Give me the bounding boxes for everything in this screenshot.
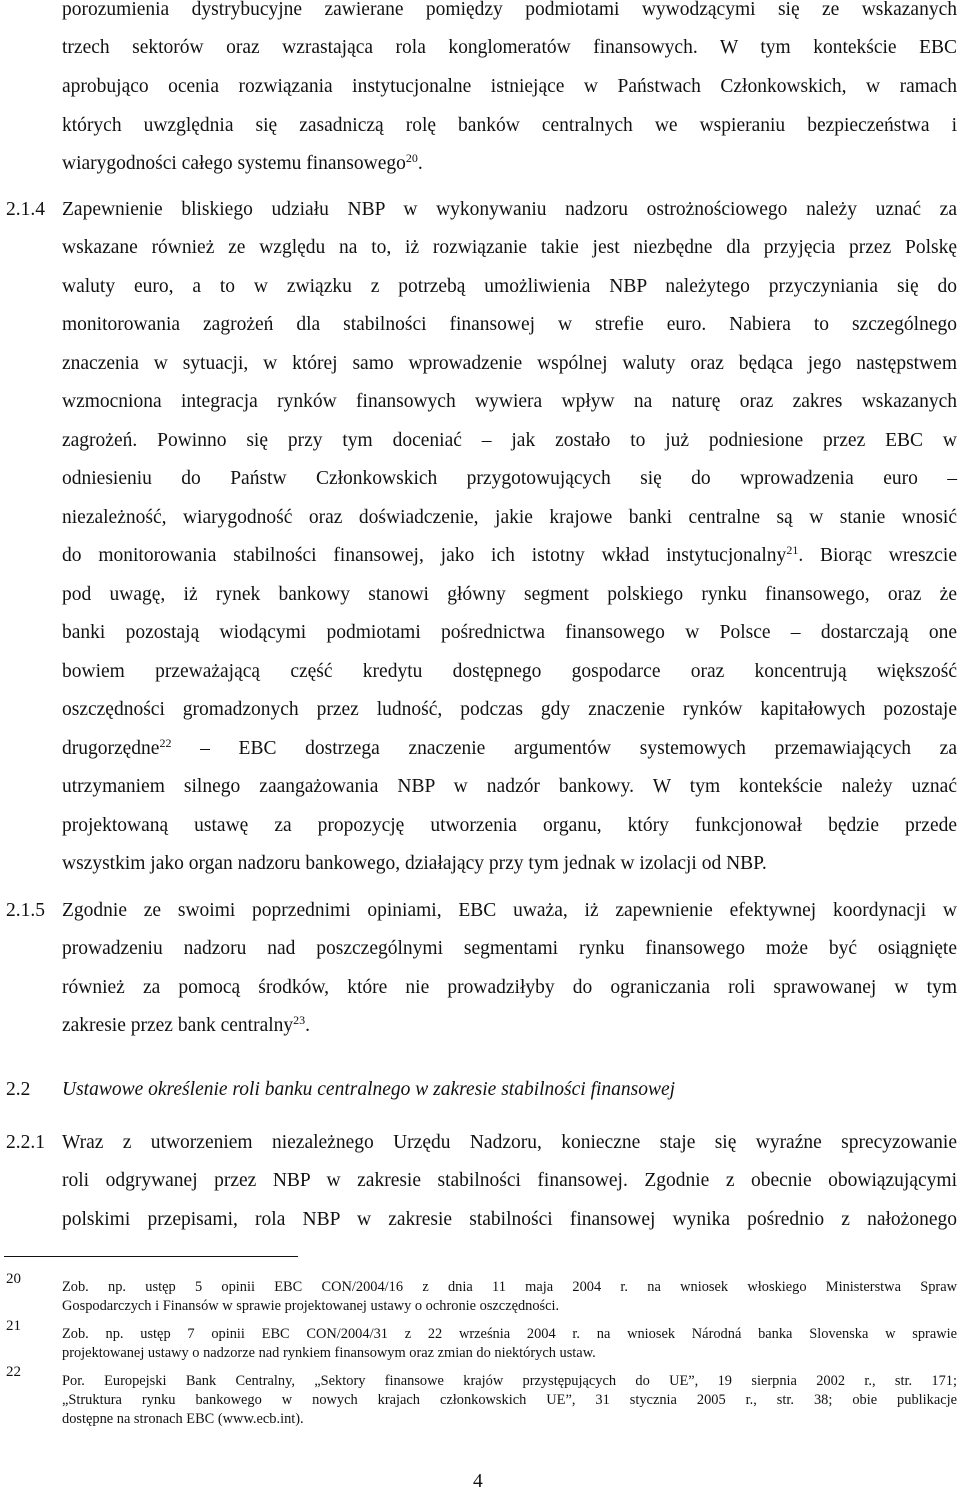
text-line bbox=[62, 544, 957, 568]
footnote-line: Gospodarczych i Finansów w sprawie projektowanej ustawy o ochronie oszczędności. bbox=[62, 1298, 560, 1314]
text-line: bowiem przeważającą część kredytu dostępnego gospodarce oraz koncentrują większość bbox=[62, 661, 957, 682]
footnote-line: Zob. np. ustęp 7 opinii EBC CON/2004/31 z 22 września 2004 r. na wniosek Národná banka Slovenska w sprawie bbox=[62, 1326, 957, 1342]
text-line: niezależność, wiarygodność oraz doświadczenie, jakie krajowe banki centralne są w stanie wnosić bbox=[62, 507, 957, 528]
footnote-number: 22 bbox=[6, 1364, 21, 1380]
text-line: wskazane również ze względu na to, iż rozwiązanie takie jest niezbędne dla przyjęcia przez Polskę bbox=[62, 237, 957, 258]
footnote-separator bbox=[4, 1256, 298, 1257]
footnote-line: „Struktura rynku bankowego w nowych krajach członkowskich UE”, 31 stycznia 2005 r., str. 38; obie publikacje bbox=[62, 1392, 957, 1408]
footnote-ref: 21 bbox=[786, 543, 799, 557]
text-line: pod uwagę, iż rynek bankowy stanowi główny segment polskiego rynku finansowego, oraz że bbox=[62, 584, 957, 605]
text-span: do monitorowania stabilności finansowej, jako ich istotny wkład instytucjonalny bbox=[62, 545, 787, 566]
footnote-line: dostępne na stronach EBC (www.ecb.int). bbox=[62, 1411, 304, 1427]
text-span: – EBC dostrzega znaczenie argumentów systemowych przemawiających za bbox=[171, 738, 957, 759]
text-line bbox=[62, 152, 957, 176]
text-line: waluty euro, a to w związku z potrzebą umożliwienia NBP należytego przyczyniania się do bbox=[62, 276, 957, 297]
text-span: . bbox=[417, 153, 423, 174]
text-line: również za pomocą środków, które nie prowadziłyby do ograniczania roli sprawowanej w tym bbox=[62, 977, 957, 998]
text-line: Zapewnienie bliskiego udziału NBP w wykonywaniu nadzoru ostrożnościowego należy uznać za bbox=[62, 199, 957, 220]
text-line: utrzymaniem silnego zaangażowania NBP w nadzór bankowy. W tym kontekście należy uznać bbox=[62, 776, 957, 797]
text-span: zakresie przez bank centralny bbox=[62, 1015, 294, 1036]
text-line: roli odgrywanej przez NBP w zakresie stabilności finansowej. Zgodnie z obecnie obowiązującymi bbox=[62, 1170, 957, 1191]
text-line: oszczędności gromadzonych przez ludność, podczas gdy znaczenie rynków kapitałowych pozostaje bbox=[62, 699, 957, 720]
footnote-ref: 22 bbox=[159, 736, 172, 750]
text-span: . Biorąc wreszcie bbox=[798, 545, 957, 566]
footnote-number: 21 bbox=[6, 1318, 21, 1334]
text-line: których uwzględnia się zasadniczą rolę banków centralnych we wspieraniu bezpieczeństwa i bbox=[62, 115, 957, 136]
text-line: Zgodnie ze swoimi poprzednimi opiniami, EBC uważa, iż zapewnienie efektywnej koordynacji w bbox=[62, 900, 957, 921]
text-line: porozumienia dystrybucyjne zawierane pomiędzy podmiotami wywodzącymi się ze wskazanych bbox=[62, 0, 957, 20]
footnote-line: projektowanej ustawy o nadzorze nad rynkiem finansowym oraz zmian do niektórych ustaw. bbox=[62, 1345, 596, 1361]
text-line: trzech sektorów oraz wzrastająca rola konglomeratów finansowych. W tym kontekście EBC bbox=[62, 37, 957, 58]
text-line: wzmocniona integracja rynków finansowych wywiera wpływ na naturę oraz zakres wskazanych bbox=[62, 391, 957, 412]
text-line: projektowaną ustawę za propozycję utworzenia organu, który funkcjonował będzie przede bbox=[62, 815, 957, 836]
section-number: 2.2 bbox=[6, 1079, 31, 1100]
section-heading: Ustawowe określenie roli banku centralnego w zakresie stabilności finansowej bbox=[62, 1079, 676, 1100]
text-line: prowadzeniu nadzoru nad poszczególnymi segmentami rynku finansowego może być osiągnięte bbox=[62, 938, 957, 959]
text-line: monitorowania zagrożeń dla stabilności finansowej w strefie euro. Nabiera to szczególnego bbox=[62, 314, 957, 335]
text-span: wiarygodności całego systemu finansowego bbox=[62, 153, 406, 174]
text-line bbox=[62, 737, 957, 761]
footnote-line: Zob. np. ustęp 5 opinii EBC CON/2004/16 z dnia 11 maja 2004 r. na wniosek włoskiego Ministerstwa Spraw bbox=[62, 1279, 957, 1295]
text-line: polskimi przepisami, rola NBP w zakresie stabilności finansowej wynika pośrednio z nałożonego bbox=[62, 1209, 957, 1230]
footnote-ref: 20 bbox=[405, 151, 418, 165]
text-span: drugorzędne bbox=[62, 738, 160, 759]
page-number: 4 bbox=[473, 1471, 483, 1492]
text-line: zagrożeń. Powinno się przy tym doceniać – jak zostało to już podniesione przez EBC w bbox=[62, 430, 957, 451]
text-line: odniesieniu do Państw Członkowskich przygotowujących się do wprowadzenia euro – bbox=[62, 468, 957, 489]
text-span: . bbox=[305, 1015, 311, 1036]
text-line: znaczenia w sytuacji, w której samo wprowadzenie wspólnej waluty oraz będąca jego następstwem bbox=[62, 353, 957, 374]
footnote-line: Por. Europejski Bank Centralny, „Sektory finansowe krajów przystępujących do UE”, 19 sierpnia 2002 r., str. 171; bbox=[62, 1373, 957, 1389]
section-number: 2.1.5 bbox=[6, 900, 45, 921]
text-line: banki pozostają wiodącymi podmiotami pośrednictwa finansowego w Polsce – dostarczają one bbox=[62, 622, 957, 643]
text-line: wszystkim jako organ nadzoru bankowego, działający przy tym jednak w izolacji od NBP. bbox=[62, 853, 767, 874]
text-line: Wraz z utworzeniem niezależnego Urzędu Nadzoru, konieczne staje się wyraźne sprecyzowanie bbox=[62, 1132, 957, 1153]
text-line: aprobująco ocenia rozwiązania instytucjonalne istniejące w Państwach Członkowskich, w ramach bbox=[62, 76, 957, 97]
section-number: 2.1.4 bbox=[6, 199, 45, 220]
footnote-number: 20 bbox=[6, 1271, 21, 1287]
footnote-ref: 23 bbox=[293, 1013, 306, 1027]
text-line bbox=[62, 1014, 957, 1038]
section-number: 2.2.1 bbox=[6, 1132, 45, 1153]
